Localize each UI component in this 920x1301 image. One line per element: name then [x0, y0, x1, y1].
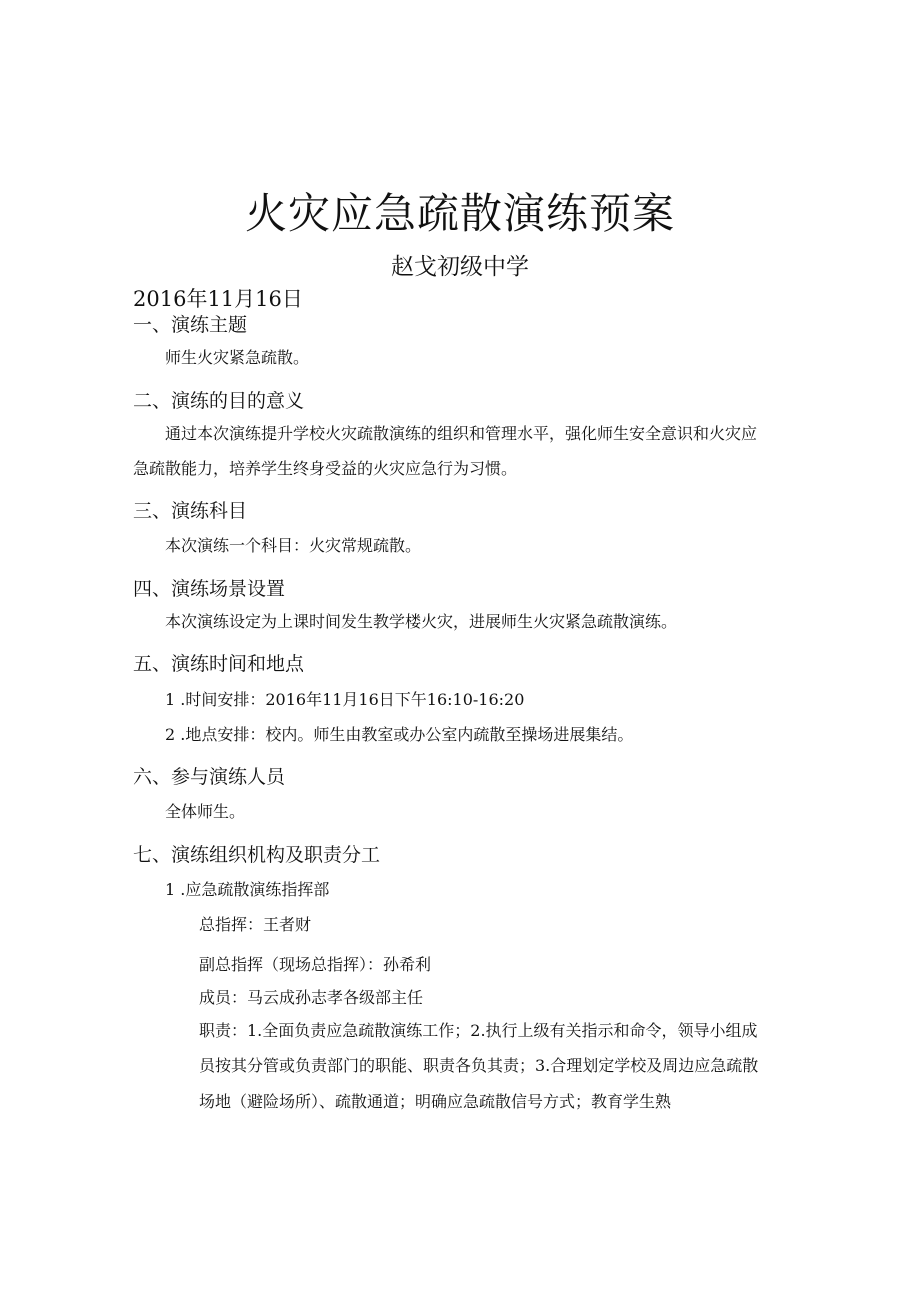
section-6-body: 全体师生。 [165, 802, 246, 821]
section-7-heading: 七、演练组织机构及职责分工 [133, 844, 381, 866]
deputy-commander-line: 副总指挥（现场总指挥）：孙希利 [199, 955, 432, 974]
section-7-subheading: 1 .应急疏散演练指挥部 [165, 880, 330, 899]
section-2-line-1: 通过本次演练提升学校火灾疏散演练的组织和管理水平，强化师生安全意识和火灾应 [165, 424, 758, 443]
section-1-heading: 一、演练主题 [133, 314, 248, 336]
section-1-body: 师生火灾紧急疏散。 [165, 348, 310, 367]
section-3-body: 本次演练一个科目：火灾常规疏散。 [165, 536, 422, 555]
section-5-heading: 五、演练时间和地点 [133, 653, 305, 675]
section-3-heading: 三、演练科目 [133, 500, 248, 522]
duties-line-2: 员按其分管或负责部门的职能、职责各负其责；3.合理划定学校及周边应急疏散 [199, 1056, 759, 1075]
section-6-heading: 六、参与演练人员 [133, 766, 286, 788]
section-5-item-2: 2 .地点安排：校内。师生由教室或办公室内疏散至操场进展集结。 [165, 725, 634, 744]
document-title: 火灾应急疏散演练预案 [244, 189, 675, 238]
school-name: 赵戈初级中学 [391, 254, 529, 280]
section-2-line-2: 急疏散能力，培养学生终身受益的火灾应急行为习惯。 [133, 459, 518, 478]
duties-line-3: 场地（避险场所）、疏散通道；明确应急疏散信号方式；教育学生熟 [199, 1092, 672, 1111]
section-4-body: 本次演练设定为上课时间发生教学楼火灾，进展师生火灾紧急疏散演练。 [165, 612, 678, 631]
section-5-item-1: 1 .时间安排：2016年11月16日下午16:10-16:20 [165, 690, 525, 709]
commander-line: 总指挥：王者财 [199, 915, 312, 934]
document-date: 2016年11月16日 [133, 287, 303, 311]
members-line: 成员：马云成孙志孝各级部主任 [199, 988, 424, 1007]
section-4-heading: 四、演练场景设置 [133, 578, 286, 600]
duties-line-1: 职责：1.全面负责应急疏散演练工作；2.执行上级有关指示和命令，领导小组成 [199, 1021, 758, 1040]
section-2-heading: 二、演练的目的意义 [133, 390, 305, 412]
